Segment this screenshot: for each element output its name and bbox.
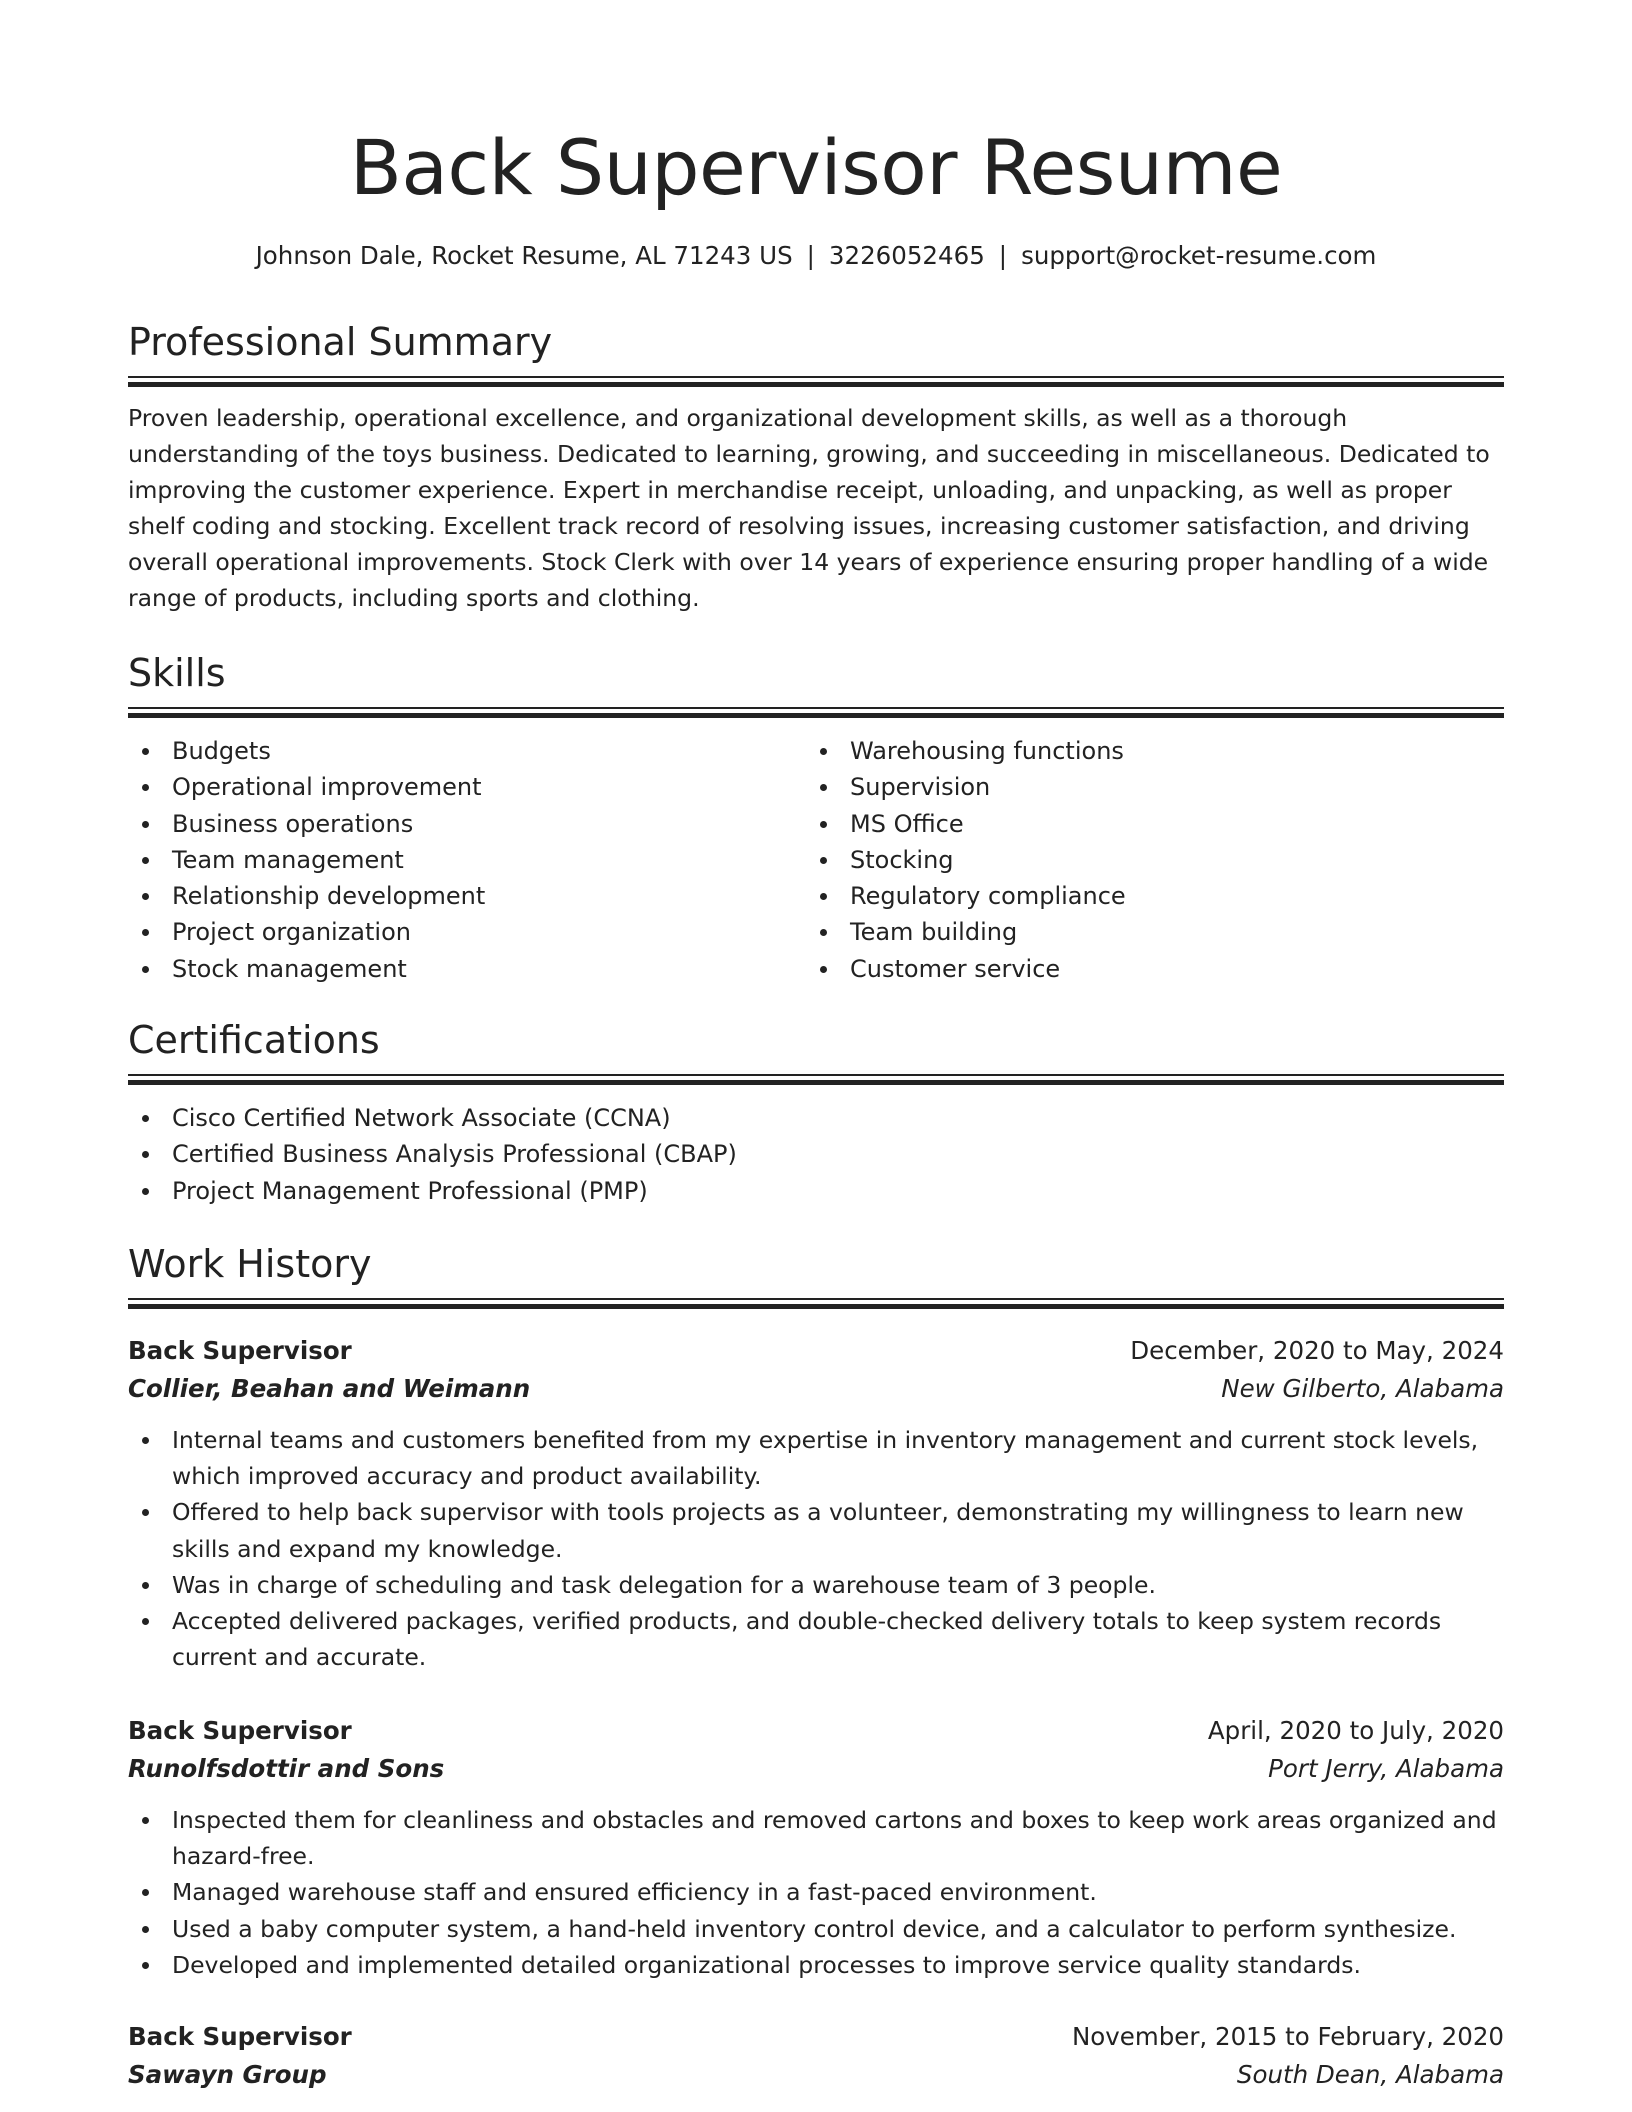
- certification-item: Cisco Certified Network Associate (CCNA): [128, 1100, 1504, 1136]
- summary-section: [128, 316, 1504, 616]
- section-rule: [128, 1074, 1504, 1086]
- job-entry: [128, 1712, 1504, 1983]
- skill-item: Stock management: [128, 951, 806, 987]
- contact-email[interactable]: support@rocket-resume.com: [1021, 241, 1377, 270]
- job-subheader-row: [128, 1370, 1504, 1408]
- skill-item: MS Office: [806, 806, 1484, 842]
- job-company: Collier, Beahan and Weimann: [128, 1374, 531, 1403]
- job-header-row: [128, 2018, 1504, 2056]
- contact-address: Johnson Dale, Rocket Resume, AL 71243 US: [255, 241, 793, 270]
- job-title: Back Supervisor: [128, 1336, 352, 1365]
- job-title: Back Supervisor: [128, 1716, 352, 1745]
- job-location: New Gilberto, Alabama: [1221, 1374, 1504, 1403]
- skill-item: Supervision: [806, 769, 1484, 805]
- job-header-row: [128, 1332, 1504, 1370]
- certification-item: Project Management Professional (PMP): [128, 1173, 1504, 1209]
- contact-separator: |: [806, 241, 815, 270]
- skill-item: Team management: [128, 842, 806, 878]
- job-bullet: Offered to help back supervisor with tools projects as a volunteer, demonstrating my willingness to learn new skills and expand my knowledge.: [128, 1494, 1504, 1566]
- skills-columns: [128, 733, 1504, 987]
- job-title: Back Supervisor: [128, 2022, 352, 2051]
- job-bullet: Accepted delivered packages, verified products, and double-checked delivery totals to keep system records current and accurate.: [128, 1603, 1504, 1675]
- job-bullet: Inspected them for cleanliness and obstacles and removed cartons and boxes to keep work areas organized and hazard-free.: [128, 1802, 1504, 1874]
- job-location: South Dean, Alabama: [1236, 2060, 1504, 2089]
- job-subheader-row: [128, 1750, 1504, 1788]
- skill-item: Team building: [806, 914, 1484, 950]
- certifications-section: [128, 1014, 1504, 1209]
- job-dates: December, 2020 to May, 2024: [1130, 1336, 1504, 1365]
- job-company: Sawayn Group: [128, 2060, 327, 2089]
- job-bullet: Developed and implemented detailed organizational processes to improve service quality standards.: [128, 1947, 1504, 1983]
- contact-line: [128, 238, 1504, 274]
- resume-title: Back Supervisor Resume: [349, 123, 1283, 212]
- job-location: Port Jerry, Alabama: [1268, 1754, 1504, 1783]
- skill-item: Relationship development: [128, 878, 806, 914]
- job-bullet: Internal teams and customers benefited from my expertise in inventory management and current stock levels, which improved accuracy and product availability.: [128, 1422, 1504, 1494]
- job-bullet-list: [128, 1422, 1504, 1675]
- section-rule: [128, 1298, 1504, 1310]
- job-dates: November, 2015 to February, 2020: [1071, 2022, 1504, 2051]
- summary-text: Proven leadership, operational excellence, and organizational development skills, as well as a thorough understanding of the toys business. Dedicated to learning, growing, and succeeding in miscellaneous. Dedicated to improving the customer experience. Expert in merchandise receipt, unloading, and unpacking, as well as proper shelf coding and stocking. Excellent track record of resolving issues, increasing customer satisfaction, and driving overall operational improvements. Stock Clerk with over 14 years of experience ensuring proper handling of a wide range of products, including sports and clothing.: [128, 404, 1490, 612]
- skill-item: Warehousing functions: [806, 733, 1484, 769]
- job-header-row: [128, 1712, 1504, 1750]
- job-dates: April, 2020 to July, 2020: [1207, 1716, 1504, 1745]
- job-bullet: Managed warehouse staff and ensured efficiency in a fast-paced environment.: [128, 1874, 1504, 1910]
- work-history-section: [128, 1238, 1504, 1310]
- job-subheader-row: [128, 2056, 1504, 2094]
- section-heading-summary: Professional Summary: [128, 320, 553, 364]
- section-heading-certifications: Certifications: [128, 1018, 380, 1062]
- skill-item: Operational improvement: [128, 769, 806, 805]
- section-rule: [128, 376, 1504, 388]
- contact-phone: 3226052465: [828, 241, 985, 270]
- certifications-list: [128, 1100, 1504, 1209]
- job-company: Runolfsdottir and Sons: [128, 1754, 445, 1783]
- section-rule: [128, 707, 1504, 719]
- skills-column-left: [128, 733, 806, 987]
- skill-item: Stocking: [806, 842, 1484, 878]
- skill-item: Regulatory compliance: [806, 878, 1484, 914]
- section-heading-skills: Skills: [128, 651, 226, 695]
- contact-separator: |: [998, 241, 1008, 270]
- skill-item: Budgets: [128, 733, 806, 769]
- skill-item: Business operations: [128, 806, 806, 842]
- skills-column-right: [806, 733, 1484, 987]
- skill-item: Customer service: [806, 951, 1484, 987]
- job-entry: [128, 1332, 1504, 1675]
- job-bullet: Was in charge of scheduling and task delegation for a warehouse team of 3 people.: [128, 1567, 1504, 1603]
- job-entry: [128, 2018, 1504, 2094]
- skills-section: [128, 647, 1504, 987]
- job-bullet-list: [128, 1802, 1504, 1983]
- job-bullet: Used a baby computer system, a hand-held inventory control device, and a calculator to perform synthesize.: [128, 1911, 1504, 1947]
- certification-item: Certified Business Analysis Professional (CBAP): [128, 1136, 1504, 1172]
- skill-item: Project organization: [128, 914, 806, 950]
- section-heading-work-history: Work History: [128, 1242, 372, 1286]
